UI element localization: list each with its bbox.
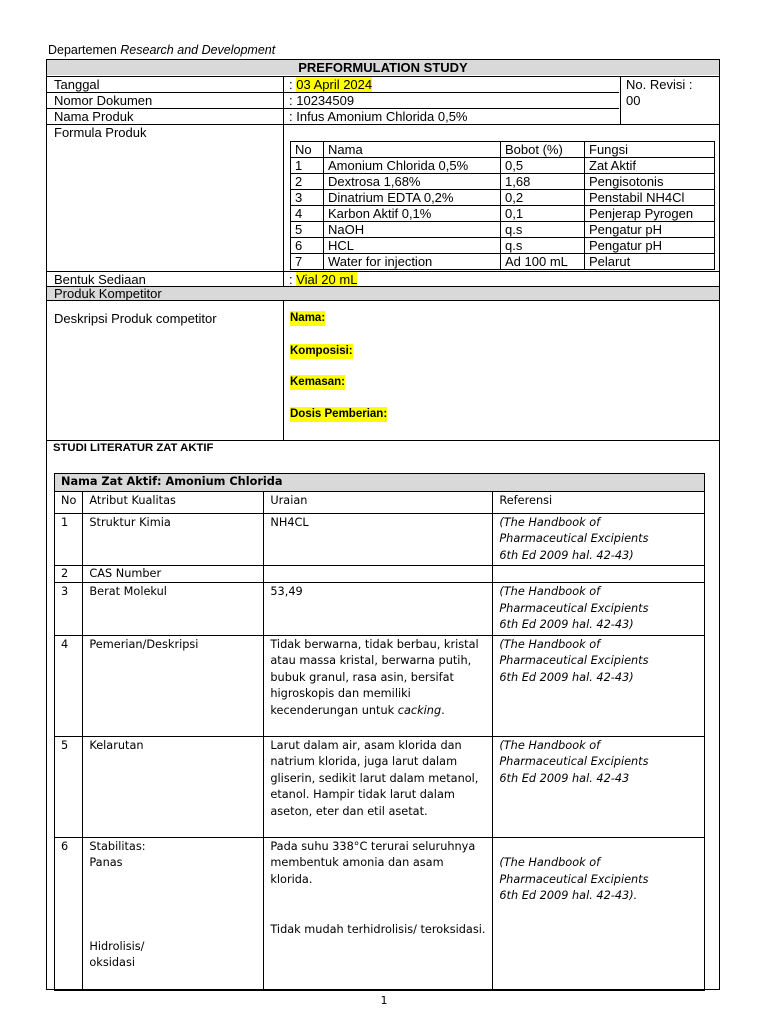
ref-line: 6th Ed 2009 hal. 42-43 — [499, 771, 630, 785]
nomor-dokumen-label: Nomor Dokumen — [54, 93, 153, 108]
formula-header-cell: Nama — [324, 142, 501, 158]
uraian-line: aseton, eter dan etil asetat. — [270, 804, 428, 818]
row-no: 6 — [55, 837, 83, 990]
ref-spacer — [499, 839, 698, 856]
uraian-line: membentuk amonia dan asam klorida. — [270, 856, 444, 886]
uraian-italic: cacking — [397, 703, 442, 717]
row-attr: Kelarutan — [83, 736, 264, 837]
row-no: 5 — [55, 736, 83, 837]
row-uraian — [264, 736, 493, 837]
literatur-row — [55, 635, 705, 736]
formula-cell: q.s — [501, 222, 585, 238]
literatur-row — [55, 736, 705, 837]
kompetitor-komposisi: Komposisi: — [290, 345, 353, 357]
ref-line: Pharmaceutical Excipients — [499, 755, 649, 769]
uraian-spacer — [270, 888, 486, 922]
uraian-line: Tidak berwarna, tidak berbau, kristal — [270, 637, 479, 651]
formula-cell: 4 — [291, 206, 324, 222]
uraian-line: Pada suhu 338°C terurai seluruhnya — [270, 839, 476, 853]
formula-label: Formula Produk — [54, 125, 147, 140]
bentuk-field — [289, 272, 357, 287]
ref-line: (The Handbook of — [499, 856, 601, 870]
ref-line: 6th Ed 2009 hal. 42-43) — [499, 548, 634, 562]
uraian-text: kecenderungan untuk — [270, 703, 398, 717]
ref-line: (The Handbook of — [499, 585, 601, 599]
row-attr: Pemerian/Deskripsi — [83, 635, 264, 736]
row-attr: Struktur Kimia — [83, 513, 264, 566]
tanggal-value: 03 April 2024 — [296, 77, 373, 92]
literatur-row — [55, 837, 705, 990]
kompetitor-section-title: Produk Kompetitor — [54, 286, 162, 301]
tanggal-label: Tanggal — [54, 77, 100, 92]
uraian-line: Tidak mudah terhidrolisis/ teroksidasi. — [270, 923, 486, 937]
literatur-row — [55, 513, 705, 566]
ref-line: Pharmaceutical Excipients — [499, 872, 649, 886]
department-header — [48, 43, 275, 57]
divider — [47, 76, 719, 77]
department-prefix: Departemen — [48, 43, 121, 57]
formula-row — [291, 254, 715, 270]
literatur-row — [55, 566, 705, 583]
row-ref — [493, 583, 705, 636]
row-attr: Berat Molekul — [83, 583, 264, 636]
zat-title: Nama Zat Aktif: Amonium Chlorida — [55, 474, 705, 492]
attr-line: Hidrolisis/ — [89, 939, 145, 953]
formula-cell: 5 — [291, 222, 324, 238]
literatur-header-cell: No — [55, 492, 83, 514]
divider — [47, 124, 719, 125]
formula-row — [291, 174, 715, 190]
uraian-line: natrium klorida, juga larut dalam — [270, 755, 458, 769]
uraian-line: Larut dalam air, asam klorida dan — [270, 738, 462, 752]
uraian-line: etanol. Hampir tidak larut dalam — [270, 788, 455, 802]
ref-line: 6th Ed 2009 hal. 42-43). — [499, 889, 638, 903]
colon: : — [289, 272, 297, 287]
ref-line: (The Handbook of — [499, 637, 601, 651]
department-name: Research and Development — [120, 43, 276, 57]
literatur-header-cell: Atribut Kualitas — [83, 492, 264, 514]
formula-cell: 2 — [291, 174, 324, 190]
formula-row — [291, 190, 715, 206]
colon: : — [289, 77, 297, 92]
uraian-line: higroskopis dan memiliki — [270, 687, 411, 701]
zat-title-row — [55, 474, 705, 492]
bentuk-label: Bentuk Sediaan — [54, 272, 146, 287]
bentuk-value: Vial 20 mL — [296, 272, 358, 287]
attr-line: Panas — [89, 856, 123, 870]
row-ref — [493, 513, 705, 566]
attr-line: oksidasi — [89, 956, 135, 970]
literatur-header-row — [55, 492, 705, 514]
formula-cell: q.s — [501, 238, 585, 254]
formula-row — [291, 206, 715, 222]
row-no: 1 — [55, 513, 83, 566]
formula-header-cell: No — [291, 142, 324, 158]
page-number: 1 — [380, 994, 388, 1007]
uraian-line: atau massa kristal, berwarna putih, — [270, 654, 472, 668]
preformulation-form — [46, 59, 720, 990]
literatur-header-cell: Uraian — [264, 492, 493, 514]
ref-line: Pharmaceutical Excipients — [499, 532, 649, 546]
nama-produk-label: Nama Produk — [54, 109, 134, 124]
row-attr: CAS Number — [83, 566, 264, 583]
formula-cell: Amonium Chlorida 0,5% — [324, 158, 501, 174]
formula-cell: 1,68 — [501, 174, 585, 190]
ref-line: Pharmaceutical Excipients — [499, 601, 649, 615]
row-ref — [493, 566, 705, 583]
page-title: PREFORMULATION STUDY — [298, 60, 468, 75]
colon: : — [289, 93, 297, 108]
row-no: 2 — [55, 566, 83, 583]
revisi-value: 00 — [626, 93, 641, 108]
row-ref — [493, 837, 705, 990]
divider — [283, 300, 284, 440]
formula-cell: 0,5 — [501, 158, 585, 174]
formula-cell: Pengisotonis — [585, 174, 715, 190]
ref-line: Pharmaceutical Excipients — [499, 654, 649, 668]
formula-cell: Penjerap Pyrogen — [585, 206, 715, 222]
divider — [620, 76, 621, 124]
nomor-dokumen-field — [289, 93, 354, 108]
formula-row — [291, 158, 715, 174]
divider — [47, 271, 719, 272]
row-uraian — [264, 566, 493, 583]
row-attr — [83, 837, 264, 990]
formula-cell: 7 — [291, 254, 324, 270]
formula-cell: Pengatur pH — [585, 222, 715, 238]
formula-cell: Pengatur pH — [585, 238, 715, 254]
formula-cell: Karbon Aktif 0,1% — [324, 206, 501, 222]
nomor-dokumen-value: 10234509 — [296, 93, 355, 108]
formula-cell: Dextrosa 1,68% — [324, 174, 501, 190]
formula-cell: 6 — [291, 238, 324, 254]
formula-cell: HCL — [324, 238, 501, 254]
formula-cell: 0,2 — [501, 190, 585, 206]
formula-cell: Penstabil NH4Cl — [585, 190, 715, 206]
formula-row — [291, 222, 715, 238]
kompetitor-nama: Nama: — [290, 312, 326, 324]
uraian-line: gliserin, sedikit larut dalam metanol, — [270, 771, 479, 785]
formula-cell: Water for injection — [324, 254, 501, 270]
revisi-label: No. Revisi : — [626, 77, 693, 92]
nama-produk-value: Infus Amonium Chlorida 0,5% — [296, 109, 468, 124]
attr-spacer — [89, 872, 257, 939]
formula-cell: Zat Aktif — [585, 158, 715, 174]
formula-cell: Pelarut — [585, 254, 715, 270]
kompetitor-dosis: Dosis Pemberian: — [290, 408, 388, 420]
formula-cell: 0,1 — [501, 206, 585, 222]
colon: : — [289, 109, 297, 124]
row-uraian: NH4CL — [264, 513, 493, 566]
uraian-line: bubuk granul, rasa asin, bersifat — [270, 670, 454, 684]
row-uraian — [264, 635, 493, 736]
row-uraian: 53,49 — [264, 583, 493, 636]
ref-line: (The Handbook of — [499, 515, 601, 529]
row-ref — [493, 635, 705, 736]
formula-header-cell: Bobot (%) — [501, 142, 585, 158]
ref-line: (The Handbook of — [499, 738, 601, 752]
zat-aktif-table — [54, 473, 705, 991]
attr-line: Stabilitas: — [89, 839, 146, 853]
kompetitor-label: Deskripsi Produk competitor — [54, 311, 217, 326]
formula-row — [291, 238, 715, 254]
row-no: 3 — [55, 583, 83, 636]
ref-line: 6th Ed 2009 hal. 42-43) — [499, 618, 634, 632]
formula-header-cell: Fungsi — [585, 142, 715, 158]
divider — [47, 300, 719, 301]
literatur-row — [55, 583, 705, 636]
formula-cell: NaOH — [324, 222, 501, 238]
nama-produk-field — [289, 109, 468, 124]
kompetitor-kemasan: Kemasan: — [290, 376, 345, 388]
ref-line: 6th Ed 2009 hal. 42-43) — [499, 670, 634, 684]
literatur-header-cell: Referensi — [493, 492, 705, 514]
formula-cell: 1 — [291, 158, 324, 174]
formula-header-row — [291, 142, 715, 158]
formula-cell: 3 — [291, 190, 324, 206]
formula-table — [290, 141, 715, 270]
uraian-line — [270, 703, 486, 720]
formula-cell: Dinatrium EDTA 0,2% — [324, 190, 501, 206]
tanggal-field — [289, 77, 372, 92]
row-ref — [493, 736, 705, 837]
literatur-title: STUDI LITERATUR ZAT AKTIF — [53, 442, 214, 454]
row-no: 4 — [55, 635, 83, 736]
uraian-end: . — [441, 703, 445, 717]
formula-cell: Ad 100 mL — [501, 254, 585, 270]
row-uraian — [264, 837, 493, 990]
